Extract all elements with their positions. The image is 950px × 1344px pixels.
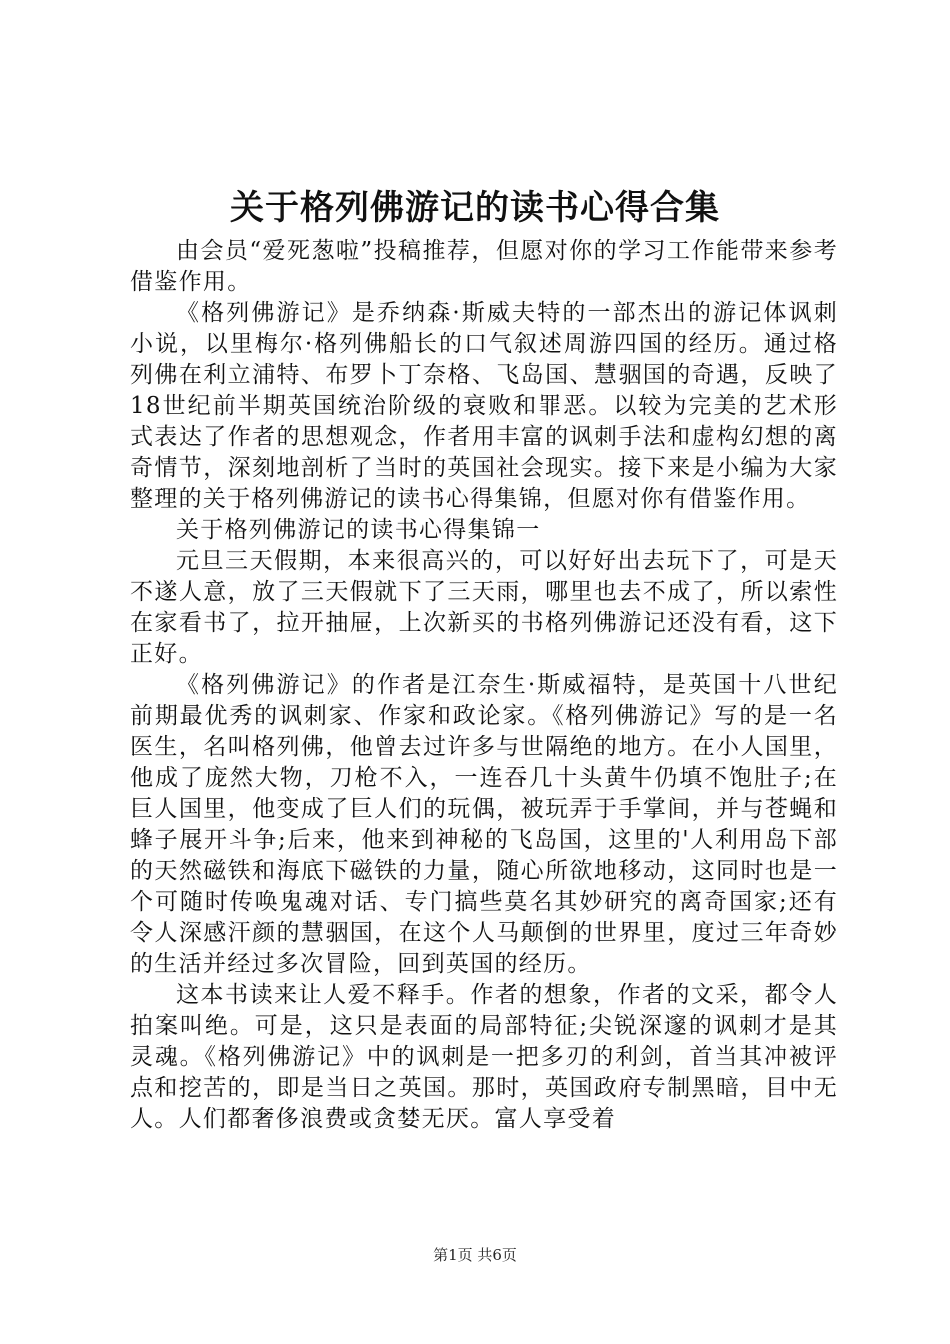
document-body (130, 236, 838, 1135)
paragraph-satire: 这本书读来让人爱不释手。作者的想象，作者的文采，都令人拍案叫绝。可是，这只是表面的局部特征;尖锐深邃的讽刺才是其灵魂。《格列佛游记》中的讽刺是一把多刃的利剑，首当其冲被评点和挖苦的，即是当日之英国。那时，英国政府专制黑暗，目中无人。人们都奢侈浪费或贪婪无厌。富人享受着 (130, 982, 838, 1132)
paragraph-author: 《格列佛游记》的作者是江奈生·斯威福特，是英国十八世纪前期最优秀的讽刺家、作家和政论家。《格列佛游记》写的是一名医生，名叫格列佛，他曾去过许多与世隔绝的地方。在小人国里，他成了庞然大物，刀枪不入，一连吞几十头黄牛仍填不饱肚子;在巨人国里，他变成了巨人们的玩偶，被玩弄于手掌间，并与苍蝇和蜂子展开斗争;后来，他来到神秘的飞岛国，这里的'人利用岛下部的天然磁铁和海底下磁铁的力量，随心所欲地移动，这同时也是一个可随时传唤鬼魂对话、专门搞些莫名其妙研究的离奇国家;还有令人深感汗颜的慧骃国，在这个人马颠倒的世界里，度过三年奇妙的生活并经过多次冒险，回到英国的经历。 (130, 672, 838, 977)
section-heading: 关于格列佛游记的读书心得集锦一 (176, 517, 541, 543)
document-title: 关于格列佛游记的读书心得合集 (230, 188, 720, 228)
paragraph-summary: 《格列佛游记》是乔纳森·斯威夫特的一部杰出的游记体讽刺小说，以里梅尔·格列佛船长的口气叙述周游四国的经历。通过格列佛在利立浦特、布罗卜丁奈格、飞岛国、慧骃国的奇遇，反映了18世纪前半期英国统治阶级的衰败和罪恶。以较为完美的艺术形式表达了作者的思想观念，作者用丰富的讽刺手法和虚构幻想的离奇情节，深刻地剖析了当时的英国社会现实。接下来是小编为大家整理的关于格列佛游记的读书心得集锦，但愿对你有借鉴作用。 (130, 300, 838, 512)
paragraph-holiday: 元旦三天假期，本来很高兴的，可以好好出去玩下了，可是天不遂人意，放了三天假就下了三天雨，哪里也去不成了，所以索性在家看书了，拉开抽屉，上次新买的书格列佛游记还没有看，这下正好。 (130, 548, 838, 667)
page-number-footer: 第1页 共6页 (433, 1246, 517, 1264)
paragraph-intro: 由会员“爱死葱啦”投稿推荐，但愿对你的学习工作能带来参考借鉴作用。 (130, 238, 838, 295)
